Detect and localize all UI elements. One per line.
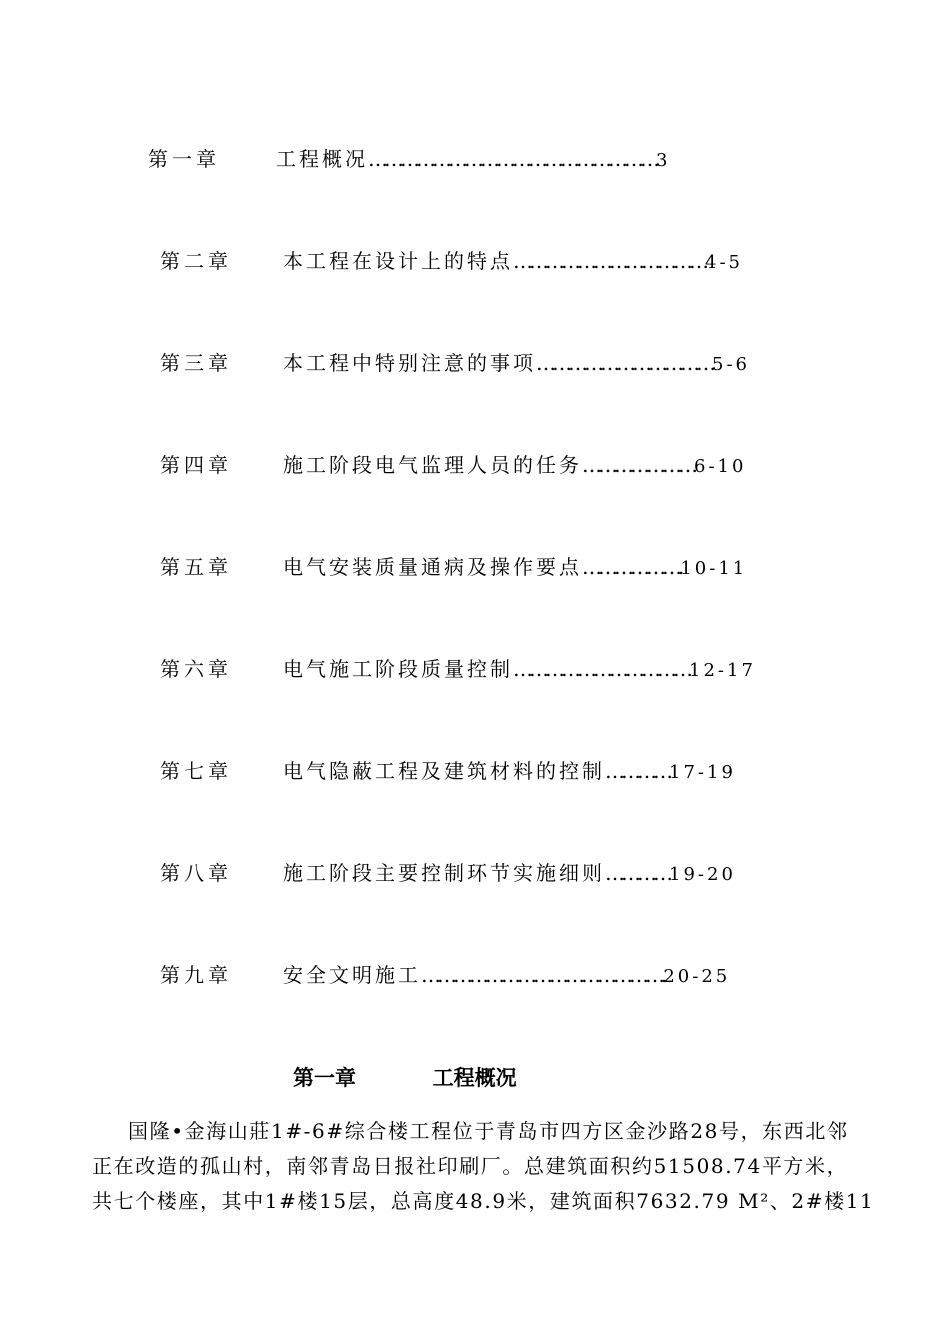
toc-entry-title: 施工阶段主要控制环节实施细则…………19-20 (283, 861, 736, 885)
toc-leader-dots: ………………. (582, 555, 681, 579)
paragraph-line: 共七个楼座，其中1#楼15层，总高度48.9米，建筑面积7632.79 M²、2#楼11 (92, 1189, 875, 1213)
toc-entry-title: 施工阶段电气监理人员的任务…………………6-10 (283, 453, 747, 477)
toc-leader-dots: ……………………………………………… (368, 147, 656, 171)
toc-page-range: 10-11 (680, 558, 748, 579)
toc-leader-dots: …………………………… (536, 351, 712, 375)
toc-entry-title: 安全文明施工……………………………………….20-25 (283, 963, 731, 987)
section-paragraph (92, 1114, 875, 1219)
toc-chapter-label: 第八章 (160, 861, 232, 885)
toc-page-range: 12-17 (689, 660, 756, 681)
toc-page-range: 20-25 (663, 966, 731, 987)
toc-leader-dots: ………… (605, 861, 669, 885)
toc-entry-title: 工程概况………………………………………………3 (276, 147, 671, 171)
toc-page-range: 6-10 (694, 456, 747, 477)
toc-chapter-label: 第一章 (148, 147, 220, 171)
paragraph-line: 国隆•金海山莊1#-6#综合楼工程位于青岛市四方区金沙路28号，东西北邻 (128, 1119, 849, 1143)
toc-page-range: 17-19 (669, 762, 736, 783)
toc-entry-title: 电气隐蔽工程及建筑材料的控制…………17-19 (283, 759, 736, 783)
toc-chapter-label: 第二章 (160, 249, 232, 273)
toc-chapter-label: 第四章 (160, 453, 232, 477)
section-heading-chapter: 第一章 (293, 1065, 356, 1090)
toc-entry-title: 本工程中特别注意的事项……………………………5-6 (283, 351, 750, 375)
toc-page-range: 4-5 (705, 252, 743, 273)
toc-entry-title: 电气施工阶段质量控制……………………………12-17 (283, 657, 756, 681)
section-heading (293, 1063, 517, 1093)
toc-leader-dots: ……………………………… (513, 249, 705, 273)
toc-leader-dots: …………………………… (513, 657, 689, 681)
toc-chapter-label: 第九章 (160, 963, 232, 987)
toc-leader-dots: ………… (605, 759, 669, 783)
paragraph-line: 正在改造的孤山村，南邻青岛日报社印刷厂。总建筑面积约51508.74平方米， (92, 1154, 849, 1178)
toc-entry-title: 电气安装质量通病及操作要点……………….10-11 (283, 555, 748, 579)
toc-chapter-label: 第五章 (160, 555, 232, 579)
toc-page-range: 5-6 (712, 354, 750, 375)
toc-leader-dots: ………………… (582, 453, 694, 477)
toc-chapter-label: 第七章 (160, 759, 232, 783)
toc-leader-dots: ………………………………………. (421, 963, 664, 987)
toc-chapter-label: 第三章 (160, 351, 232, 375)
section-heading-title: 工程概况 (432, 1065, 517, 1090)
toc-chapter-label: 第六章 (160, 657, 232, 681)
toc-page-range: 19-20 (669, 864, 736, 885)
toc-entry-title: 本工程在设计上的特点………………………………4-5 (283, 249, 743, 273)
toc-page-range: 3 (656, 150, 671, 171)
